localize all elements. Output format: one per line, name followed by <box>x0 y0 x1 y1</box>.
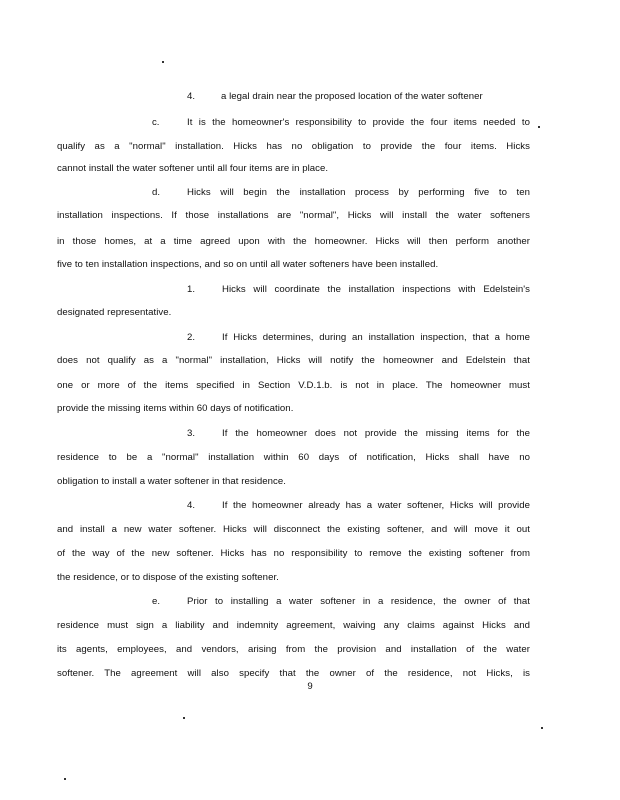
para-c-marker: c. <box>152 117 160 128</box>
para-e-line-3: its agents, employees, and vendors, arising from the provision and installation of the water <box>57 644 530 655</box>
page-number: 9 <box>307 681 313 692</box>
para-e-line-2: residence must sign a liability and indemnity agreement, waiving any claims against Hicks and <box>57 620 530 631</box>
sub-4-line-2: and install a new water softener. Hicks will disconnect the existing softener, and will move it out <box>57 524 530 535</box>
sub-2-line-1: If Hicks determines, during an installation inspection, that a home <box>222 332 530 343</box>
para-d-line-2: installation inspections. If those installations are "normal", Hicks will install the water softeners <box>57 210 530 221</box>
sub-1-line-1: Hicks will coordinate the installation inspections with Edelstein's <box>222 284 530 295</box>
sub-4-line-4: the residence, or to dispose of the existing softener. <box>57 572 279 583</box>
sub-2-marker: 2. <box>187 332 196 343</box>
sub-1-line-2: designated representative. <box>57 307 172 318</box>
item-4-marker: 4. <box>187 91 196 102</box>
sub-4-marker: 4. <box>187 500 196 511</box>
item-4-text: a legal drain near the proposed location of the water softener <box>221 91 483 102</box>
sub-3-line-3: obligation to install a water softener in that residence. <box>57 476 286 487</box>
para-d-marker: d. <box>152 187 161 198</box>
para-d-line-1: Hicks will begin the installation process by performing five to ten <box>187 187 530 198</box>
sub-4-line-1: If the homeowner already has a water softener, Hicks will provide <box>222 500 530 511</box>
sub-2-line-3: one or more of the items specified in Section V.D.1.b. is not in place. The homeowner must <box>57 380 530 391</box>
para-c-line-3: cannot install the water softener until all four items are in place. <box>57 163 329 174</box>
para-d-line-4: five to ten installation inspections, and so on until all water softeners have been installed. <box>57 259 439 270</box>
scan-speck <box>183 717 185 719</box>
sub-3-line-1: If the homeowner does not provide the missing items for the <box>222 428 530 439</box>
sub-3-line-2: residence to be a "normal" installation within 60 days of notification, Hicks shall have no <box>57 452 530 463</box>
sub-4-line-3: of the way of the new softener. Hicks has no responsibility to remove the existing softener from <box>57 548 530 559</box>
para-d-line-3: in those homes, at a time agreed upon with the homeowner. Hicks will then perform another <box>57 236 530 247</box>
scan-speck <box>64 778 66 780</box>
para-e-line-4: softener. The agreement will also specify that the owner of the residence, not Hicks, is <box>57 668 530 679</box>
sub-2-line-2: does not qualify as a "normal" installation, Hicks will notify the homeowner and Edelstein that <box>57 355 530 366</box>
para-e-marker: e. <box>152 596 161 607</box>
sub-2-line-4: provide the missing items within 60 days of notification. <box>57 403 294 414</box>
para-c-line-1: It is the homeowner's responsibility to provide the four items needed to <box>187 117 530 128</box>
scan-speck <box>541 727 543 729</box>
scan-speck <box>538 126 540 128</box>
para-e-line-1: Prior to installing a water softener in a residence, the owner of that <box>187 596 530 607</box>
scan-speck <box>162 61 164 63</box>
sub-1-marker: 1. <box>187 284 196 295</box>
para-c-line-2: qualify as a "normal" installation. Hicks has no obligation to provide the four items. Hicks <box>57 141 530 152</box>
sub-3-marker: 3. <box>187 428 196 439</box>
